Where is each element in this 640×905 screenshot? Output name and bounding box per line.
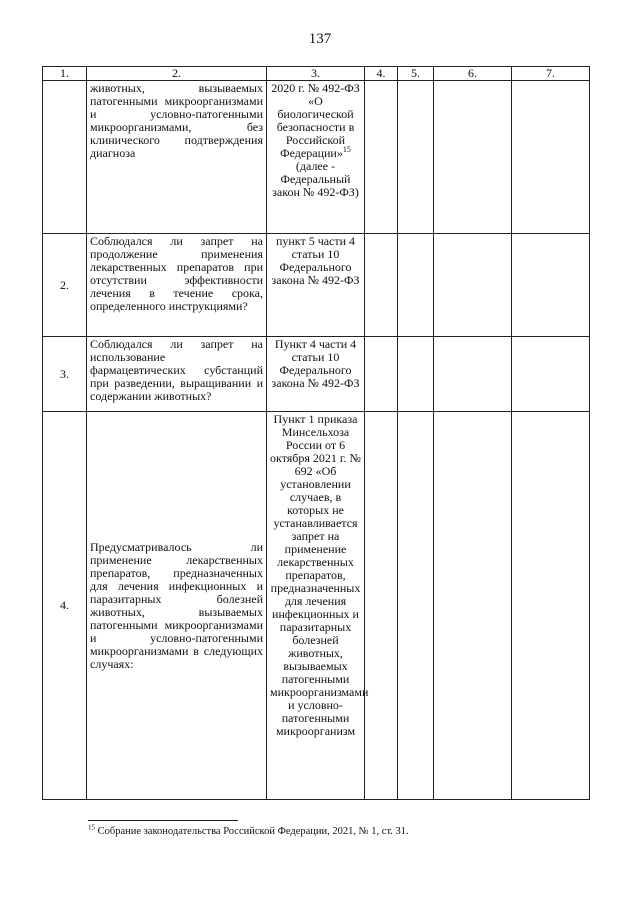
requirement-cell: пункт 5 части 4 статьи 10 Федерального закона № 492-ФЗ (267, 234, 365, 337)
answer-cell[interactable] (365, 337, 398, 412)
answer-cell[interactable] (512, 81, 590, 234)
answer-cell[interactable] (434, 412, 512, 800)
column-header: 1. (43, 67, 87, 81)
column-header: 3. (267, 67, 365, 81)
table-header-row (43, 67, 590, 81)
answer-cell[interactable] (365, 234, 398, 337)
page-number: 137 (308, 31, 332, 47)
column-header: 7. (512, 67, 590, 81)
answer-cell[interactable] (512, 412, 590, 800)
table-row (43, 412, 590, 800)
answer-cell[interactable] (365, 81, 398, 234)
answer-cell[interactable] (398, 234, 434, 337)
answer-cell[interactable] (434, 337, 512, 412)
footnote-ref: 15 (342, 145, 351, 154)
table-row (43, 81, 590, 234)
footnote-text: Собрание законодательства Российской Федерации, 2021, № 1, ст. 31. (95, 826, 409, 837)
column-header: 5. (398, 67, 434, 81)
answer-cell[interactable] (512, 337, 590, 412)
answer-cell[interactable] (434, 234, 512, 337)
answer-cell[interactable] (398, 337, 434, 412)
table-row (43, 234, 590, 337)
answer-cell[interactable] (398, 412, 434, 800)
table-row (43, 337, 590, 412)
answer-cell[interactable] (512, 234, 590, 337)
question-cell: животных, вызываемых патогенными микроорганизмами и условно-патогенными микроорганизмами, без клинического подтверждения диагноза (87, 81, 267, 234)
answer-cell[interactable] (398, 81, 434, 234)
column-header: 4. (365, 67, 398, 81)
column-header: 2. (87, 67, 267, 81)
row-number (43, 81, 87, 234)
question-cell: Предусматривалось ли применение лекарственных препаратов, предназначенных для лечения инфекционных и паразитарных болезней животных, вызываемых патогенными микроорганизмами и условно-патогенными микроорганизмами в следующих случаях: (87, 412, 267, 800)
row-number: 3. (43, 337, 87, 412)
question-cell: Соблюдался ли запрет на продолжение применения лекарственных препаратов при отсутствии эффективности лечения в течение срока, определенного инструкциями? (87, 234, 267, 337)
requirement-cell: Пункт 1 приказа Минсельхоза России от 6 октября 2021 г. № 692 «Об установлении случаев, в которых не устанавливается запрет на применение лекарственных препаратов, предназначенных для лечения инфекционных и паразитарных болезней животных, вызываемых патогенными микроорганизмами и условно-патогенными микроорганизм (267, 412, 365, 800)
requirement-text: 2020 г. № 492-ФЗ «О биологической безопасности в Российской Федерации» (271, 81, 360, 160)
column-header: 6. (434, 67, 512, 81)
question-cell: Соблюдался ли запрет на использование фармацевтических субстанций при разведении, выращивании и содержании животных? (87, 337, 267, 412)
checklist-table (42, 66, 590, 800)
row-number: 2. (43, 234, 87, 337)
answer-cell[interactable] (365, 412, 398, 800)
requirement-cell (267, 81, 365, 234)
row-number: 4. (43, 412, 87, 800)
footnote (88, 823, 409, 837)
requirement-text-continued: (далее - Федеральный закон № 492-ФЗ) (272, 159, 359, 199)
answer-cell[interactable] (434, 81, 512, 234)
footnote-mark: 15 (88, 823, 95, 832)
requirement-cell: Пункт 4 части 4 статьи 10 Федерального закона № 492-ФЗ (267, 337, 365, 412)
footnote-divider (88, 820, 238, 821)
